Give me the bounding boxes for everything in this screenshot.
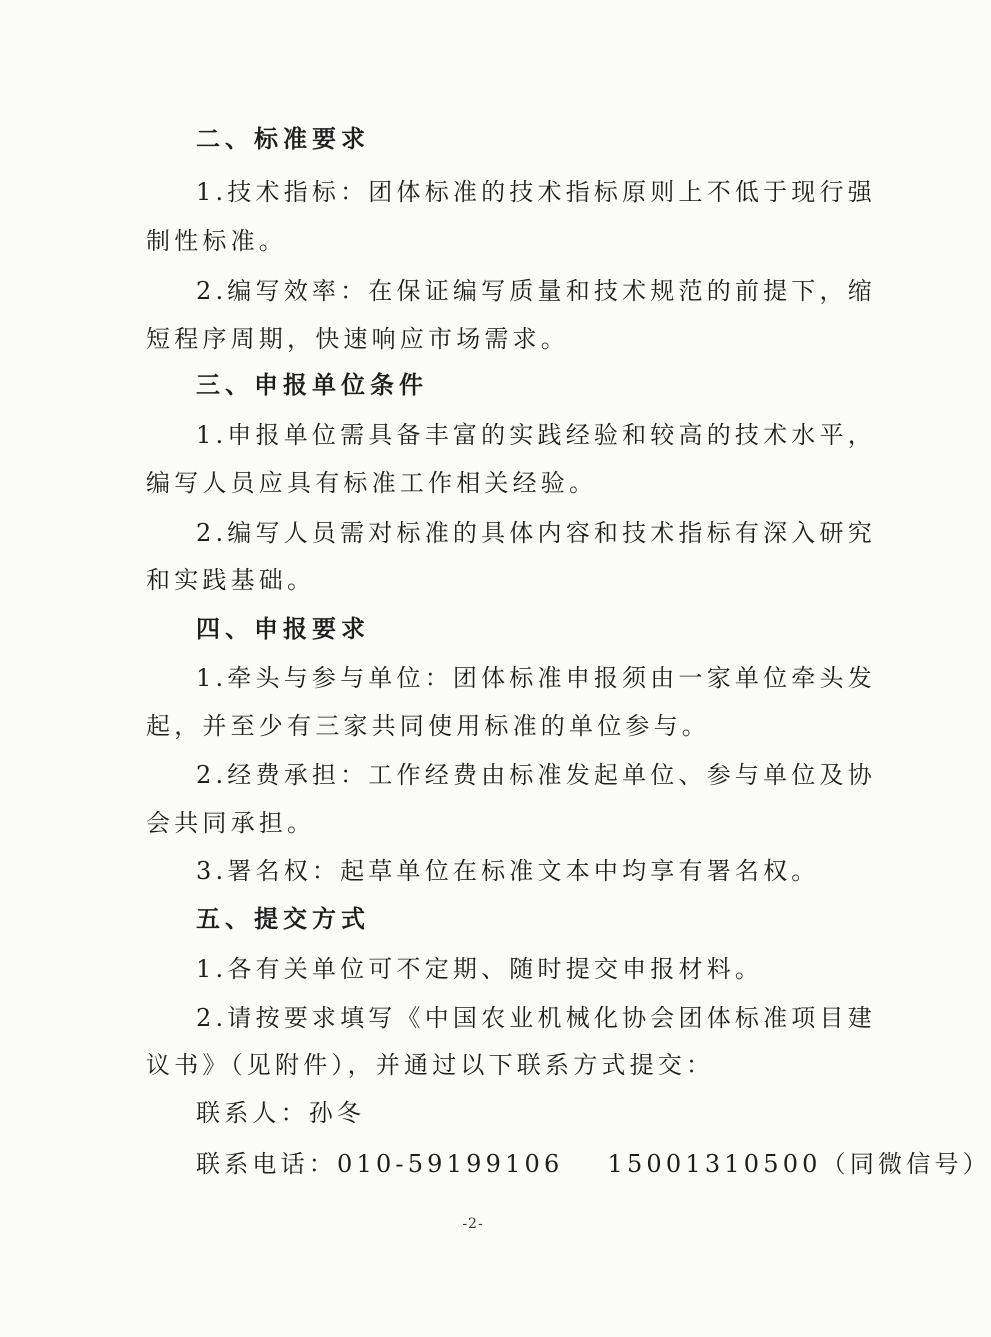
paragraph-line: 1.申报单位需具备丰富的实践经验和较高的技术水平， [196,421,876,449]
paragraph-line: 2.请按要求填写《中国农业机械化协会团体标准项目建 [196,1004,876,1032]
paragraph-line: 1.牵头与参与单位：团体标准申报须由一家单位牵头发 [196,664,876,692]
paragraph-line: 2.编写效率：在保证编写质量和技术规范的前提下，缩 [196,277,876,305]
paragraph-line: 会共同承担。 [146,809,316,837]
paragraph-line: 2.编写人员需对标准的具体内容和技术指标有深入研究 [196,519,876,547]
section-heading-applicant-conditions: 三、申报单位条件 [196,370,428,399]
paragraph-line: 制性标准。 [146,227,287,255]
contact-mobile: 15001310500（同微信号） [607,1150,991,1178]
section-heading-standards: 二、标准要求 [196,124,370,153]
paragraph-line: 3.署名权：起草单位在标准文本中均享有署名权。 [196,857,820,885]
page-number: -2- [462,1216,484,1232]
paragraph-line: 1.各有关单位可不定期、随时提交申报材料。 [196,955,764,983]
paragraph-line: 短程序周期，快速响应市场需求。 [146,325,569,353]
paragraph-line: 1.技术指标：团体标准的技术指标原则上不低于现行强 [196,178,876,206]
contact-person: 联系人：孙冬 [196,1099,366,1127]
paragraph-line: 议书》（见附件），并通过以下联系方式提交： [146,1051,715,1079]
section-heading-application-requirements: 四、申报要求 [196,614,370,643]
contact-phone: 联系电话：010-59199106 [196,1150,564,1178]
section-heading-submission-method: 五、提交方式 [196,904,370,933]
paragraph-line: 2.经费承担：工作经费由标准发起单位、参与单位及协 [196,761,876,789]
contact-phone-row [196,1149,991,1179]
paragraph-line: 编写人员应具有标准工作相关经验。 [146,469,598,497]
paragraph-line: 和实践基础。 [146,566,316,594]
paragraph-line: 起，并至少有三家共同使用标准的单位参与。 [146,712,710,740]
